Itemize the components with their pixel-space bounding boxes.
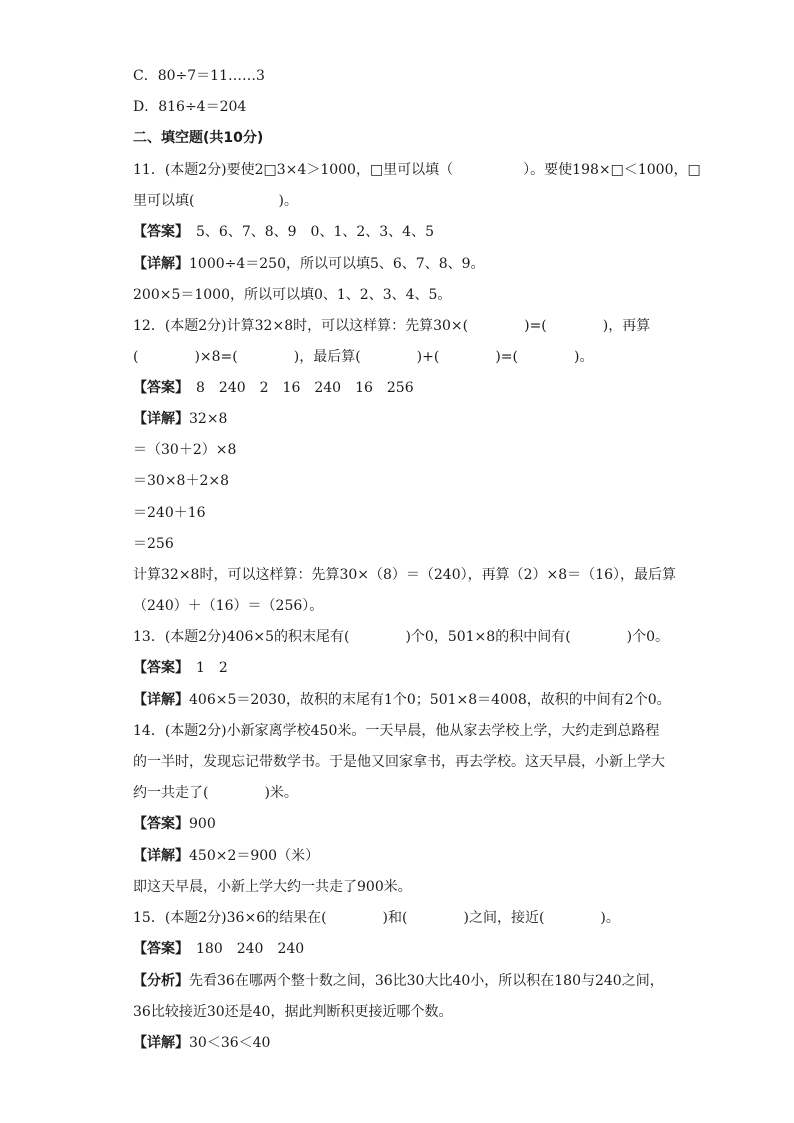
question-12-text: 12．(本题2分)计算32×8时，可以这样算：先算30×( )=( )，再算 (133, 318, 651, 334)
question-11-text-cont: 里可以填( )。 (133, 193, 298, 209)
answer-15 (133, 939, 304, 959)
analysis-15 (133, 971, 664, 991)
explain-tag: 【详解】 (133, 1035, 189, 1051)
explain-12-summary: 计算32×8时，可以这样算：先算30×（8）＝（240），再算（2）×8＝（16），最后算 (133, 567, 676, 583)
answer-text: 180 240 240 (182, 941, 305, 957)
answer-text: 5、6、7、8、9 0、1、2、3、4、5 (182, 224, 434, 240)
explain-14 (133, 846, 319, 866)
calc-step-2: ＝30×8＋2×8 (133, 473, 229, 489)
analysis-text: 先看36在哪两个整十数之间，36比30大比40小，所以积在180与240之间， (189, 973, 664, 989)
explain-text: 406×5＝2030，故积的末尾有1个0；501×8＝4008，故积的中间有2个0。 (189, 692, 671, 708)
answer-tag: 【答案】 (133, 224, 182, 240)
calc-step-4: ＝256 (133, 536, 174, 552)
explain-text: 30＜36＜40 (189, 1035, 271, 1051)
explain-14-cont: 即这天早晨，小新上学大约一共走了900米。 (133, 879, 412, 895)
explain-tag: 【详解】 (133, 848, 189, 864)
answer-tag: 【答案】 (133, 816, 189, 832)
question-15-text: 15．(本题2分)36×6的结果在( )和( )之间，接近( )。 (133, 910, 620, 926)
question-13-text: 13．(本题2分)406×5的积末尾有( )个0，501×8的积中间有( )个0。 (133, 629, 670, 645)
option-c: C．80÷7＝11……3 (133, 68, 265, 84)
question-14-text: 14．(本题2分)小新家离学校450米。一天早晨，他从家去学校上学，大约走到总路程 (133, 723, 660, 739)
answer-13 (133, 658, 228, 678)
calc-step-1: ＝（30＋2）×8 (133, 442, 237, 458)
analysis-15-cont: 36比较接近30还是40，据此判断积更接近哪个数。 (133, 1004, 453, 1020)
explain-text: 1000÷4＝250，所以可以填5、6、7、8、9。 (189, 256, 485, 272)
explain-tag: 【详解】 (133, 692, 189, 708)
option-d: D．816÷4＝204 (133, 99, 247, 115)
answer-text: 1 2 (182, 660, 228, 676)
answer-12 (133, 378, 414, 398)
answer-11 (133, 222, 434, 242)
answer-14 (133, 814, 216, 834)
question-14-text-cont: 的一半时，发现忘记带数学书。于是他又回家拿书，再去学校。这天早晨，小新上学大 (133, 754, 665, 770)
explain-11-cont: 200×5＝1000，所以可以填0、1、2、3、4、5。 (133, 287, 452, 303)
explain-tag: 【详解】 (133, 411, 189, 427)
answer-text: 900 (189, 816, 216, 832)
explain-tag: 【详解】 (133, 256, 189, 272)
explain-text: 450×2＝900（米） (189, 848, 320, 864)
answer-tag: 【答案】 (133, 660, 182, 676)
calc-step-3: ＝240＋16 (133, 505, 206, 521)
question-14-text-cont2: 约一共走了( )米。 (133, 785, 298, 801)
answer-text: 8 240 2 16 240 16 256 (182, 380, 414, 396)
answer-tag: 【答案】 (133, 380, 182, 396)
explain-15 (133, 1033, 270, 1053)
question-11-text: 11．(本题2分)要使2□3×4＞1000，□里可以填（ ）。要使198×□＜1000，□ (133, 162, 701, 178)
question-12-text-cont: ( )×8=( )，最后算( )+( )=( )。 (133, 349, 594, 365)
analysis-tag: 【分析】 (133, 973, 189, 989)
explain-12-summary-cont: （240）＋（16）＝（256）。 (133, 598, 324, 614)
section-heading: 二、填空题(共10分) (133, 130, 264, 146)
answer-tag: 【答案】 (133, 941, 182, 957)
explain-12 (133, 409, 227, 429)
explain-11 (133, 254, 485, 274)
explain-text: 32×8 (189, 411, 228, 427)
explain-13 (133, 690, 671, 710)
